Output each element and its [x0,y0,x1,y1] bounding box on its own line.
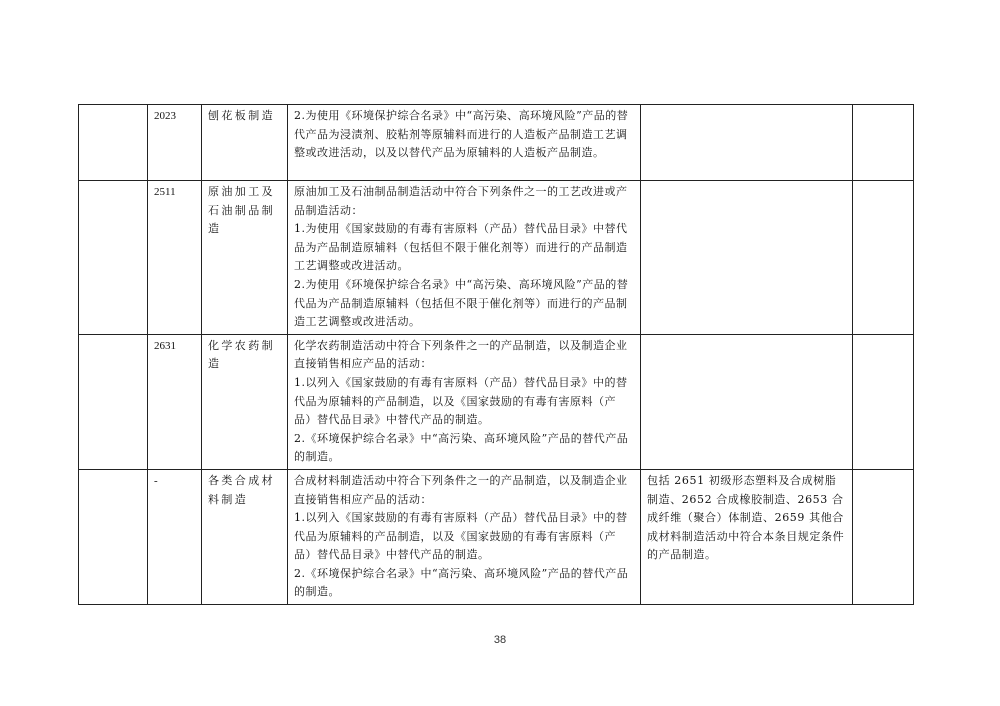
catalog-table [78,104,914,605]
industry-code: 2511 [148,181,202,335]
description-paragraph: 2.为使用《环境保护综合名录》中“高污染、高环境风险”产品的替代品为产品制造原辅料（包括但不限于催化剂等）而进行的产品制造工艺调整或改进活动。 [294,277,629,329]
industry-code: 2023 [148,105,202,181]
blank-cell [853,105,914,181]
blank-cell [853,334,914,469]
blank-cell [79,469,148,604]
industry-name: 各类合成材料制造 [202,469,288,604]
activity-description [288,334,641,469]
industry-code: - [148,469,202,604]
industry-name: 化学农药制造 [202,334,288,469]
description-paragraph: 2.《环境保护综合名录》中“高污染、高环境风险”产品的替代产品的制造。 [294,431,629,464]
description-paragraph: 1.为使用《国家鼓励的有毒有害原料（产品）替代品目录》中替代品为产品制造原辅料（包括但不限于催化剂等）而进行的产品制造工艺调整或改进活动。 [294,222,628,273]
remark [641,181,853,335]
page-number: 38 [493,634,507,646]
remark: 包括 2651 初级形态塑料及合成树脂制造、2652 合成橡胶制造、2653 合成纤维（聚合）体制造、2659 其他合成材料制造活动中符合本条目规定条件的产品制造。 [641,469,853,604]
industry-name: 刨花板制造 [202,105,288,181]
remark [641,334,853,469]
blank-cell [79,181,148,335]
table-row [79,334,914,469]
blank-cell [79,105,148,181]
industry-code: 2631 [148,334,202,469]
activity-description [288,105,641,181]
activity-description [288,469,641,604]
description-paragraph: 1.以列入《国家鼓励的有毒有害原料（产品）替代品目录》中的替代品为原辅料的产品制造，以及《国家鼓励的有毒有害原料（产品）替代品目录》中替代产品的制造。 [294,375,628,427]
blank-cell [853,181,914,335]
table-row [79,181,914,335]
description-paragraph: 2.为使用《环境保护综合名录》中“高污染、高环境风险”产品的替代产品为浸渍剂、胶粘剂等原辅料而进行的人造板产品制造工艺调整或改进活动，以及以替代产品为原辅料的人造板产品制造。 [294,109,629,160]
blank-cell [853,469,914,604]
table-row [79,469,914,604]
industry-name: 原油加工及石油制品制造 [202,181,288,335]
description-paragraph: 化学农药制造活动中符合下列条件之一的产品制造，以及制造企业直接销售相应产品的活动： [294,338,628,371]
description-paragraph: 合成材料制造活动中符合下列条件之一的产品制造，以及制造企业直接销售相应产品的活动： [294,473,628,506]
description-paragraph: 1.以列入《国家鼓励的有毒有害原料（产品）替代品目录》中的替代品为原辅料的产品制造，以及《国家鼓励的有毒有害原料（产品）替代品目录》中替代产品的制造。 [294,511,628,562]
description-paragraph: 原油加工及石油制品制造活动中符合下列条件之一的工艺改进或产品制造活动： [294,185,628,217]
activity-description [288,181,641,335]
description-paragraph: 2.《环境保护综合名录》中“高污染、高环境风险”产品的替代产品的制造。 [294,566,629,599]
blank-cell [79,334,148,469]
table-row [79,105,914,181]
remark [641,105,853,181]
